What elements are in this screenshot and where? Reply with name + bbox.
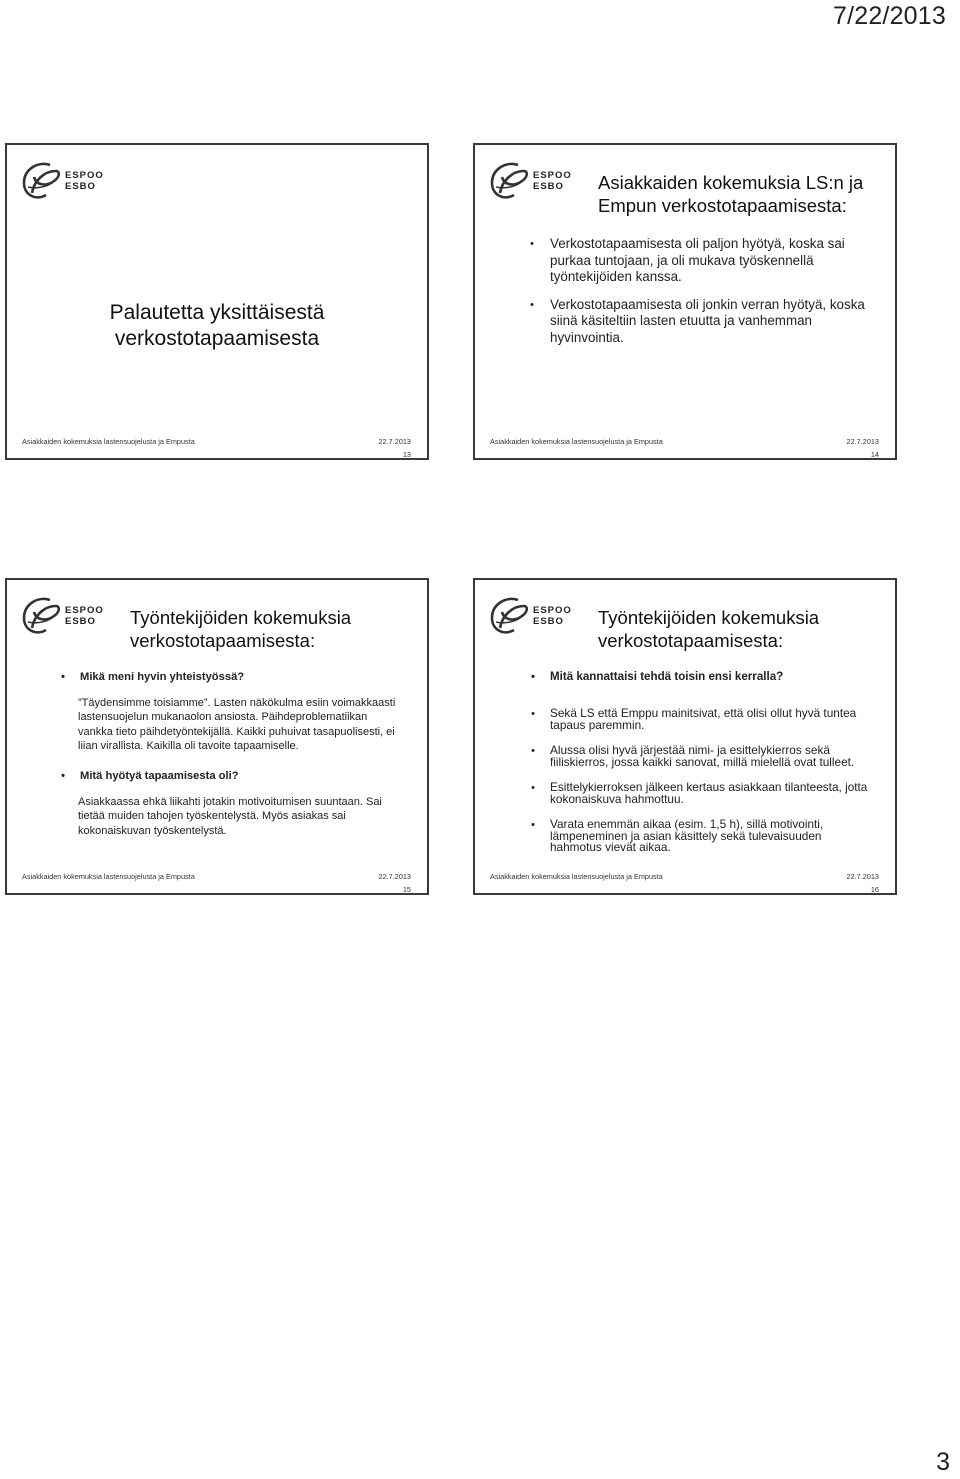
slide-footer-text: Asiakkaiden kokemuksia lastensuojelusta ja Empusta [22, 437, 195, 446]
slide-footer-date: 22.7.2013 [846, 872, 879, 881]
question-item: • Mikä meni hyvin yhteistyössä? [7, 670, 427, 684]
slide-footer-date: 22.7.2013 [846, 437, 879, 446]
espoo-logo [488, 159, 574, 203]
slide-title: Palautetta yksittäisestä verkostotapaamisesta [109, 301, 325, 350]
slide-footer-date: 22.7.2013 [378, 437, 411, 446]
slide-title: Työntekijöiden kokemuksia verkostotapaamisesta: [130, 607, 352, 651]
slide-14 [473, 143, 897, 460]
bullet-icon: • [531, 782, 535, 794]
espoo-logo-text: ESPOO ESBO [65, 170, 104, 192]
slide-title: Asiakkaiden kokemuksia LS:n ja Empun verkostotapaamisesta: [598, 172, 864, 216]
list-item: • Sekä LS että Emppu mainitsivat, että olisi ollut hyvä tuntea tapaus paremmin. [475, 708, 895, 731]
bullet-list [475, 236, 895, 357]
espoo-swirl-icon [488, 159, 530, 203]
slide-footer-text: Asiakkaiden kokemuksia lastensuojelusta ja Empusta [490, 437, 663, 446]
espoo-swirl-icon [20, 594, 62, 638]
slide-number: 13 [402, 450, 411, 459]
bullet-list [7, 670, 427, 838]
bullet-icon: • [531, 671, 535, 683]
slide-footer-text: Asiakkaiden kokemuksia lastensuojelusta ja Empusta [22, 872, 195, 881]
slide-13 [5, 143, 429, 460]
espoo-logo [488, 594, 574, 638]
espoo-logo-text: ESPOO ESBO [533, 605, 572, 627]
espoo-logo-text: ESPOO ESBO [533, 170, 572, 192]
slide-15 [5, 578, 429, 895]
list-item: • Verkostotapaamisesta oli jonkin verran hyötyä, koska siinä käsiteltiin lasten etuutta ja vanhemman hyvinvointia. [475, 297, 895, 347]
espoo-logo [20, 594, 106, 638]
espoo-swirl-icon [488, 594, 530, 638]
list-item: • Alussa olisi hyvä järjestää nimi- ja esittelykierros sekä fiiliskierros, jossa kaikki sanovat, millä mielellä ovat tulleet. [475, 745, 895, 768]
espoo-logo [20, 159, 106, 203]
bullet-icon: • [531, 745, 535, 757]
slide-number: 15 [402, 885, 411, 894]
bullet-icon: • [530, 238, 534, 250]
slide-footer-text: Asiakkaiden kokemuksia lastensuojelusta ja Empusta [490, 872, 663, 881]
answer-text: Asiakkaassa ehkä liikahti jotakin motivoitumisen suuntaan. Sai tietää muiden tahojen työskentelystä. Myös asiakas sai kokonaiskuvan työskentelystä. [78, 796, 382, 837]
question-item: • Mitä kannattaisi tehdä toisin ensi kerralla? [475, 670, 895, 684]
answer-text: ”Täydensimme toisiamme”. Lasten näkökulma esiin voimakkaasti lastensuojelun mukanaolon ansiosta. Päihdeproblematiikan vankka tieto päihdetyöntekijällä. Kaikki puhuivat tasapuolisesti, ei liian virallista. Kaikilla oli tavoite tapaamiselle. [78, 697, 396, 752]
list-item: • Esittelykierroksen jälkeen kertaus asiakkaan tilanteesta, jotta kokonaiskuva hahmottuu. [475, 782, 895, 805]
espoo-logo-text: ESPOO ESBO [65, 605, 104, 627]
slide-number: 16 [870, 885, 879, 894]
slide-footer-date: 22.7.2013 [378, 872, 411, 881]
bullet-icon: • [61, 671, 65, 683]
page-number: 3 [936, 1448, 950, 1476]
bullet-icon: • [61, 770, 65, 783]
question-item: • Mitä hyötyä tapaamisesta oli? [7, 769, 427, 783]
slide-number: 14 [870, 450, 879, 459]
list-item: • Verkostotapaamisesta oli paljon hyötyä, koska sai purkaa tuntojaan, ja oli mukava työskennellä työntekijöiden kanssa. [475, 236, 895, 286]
bullet-list [475, 670, 895, 854]
slide-16 [473, 578, 897, 895]
page-date: 7/22/2013 [832, 2, 946, 30]
bullet-icon: • [530, 298, 534, 311]
espoo-swirl-icon [20, 159, 62, 203]
bullet-icon: • [531, 819, 535, 831]
list-item: • Varata enemmän aikaa (esim. 1,5 h), sillä motivointi, lämpeneminen ja asian käsittely sekä tulevaisuuden hahmotus vievät aikaa. [475, 819, 895, 854]
slide-title: Työntekijöiden kokemuksia verkostotapaamisesta: [598, 607, 820, 651]
bullet-icon: • [531, 708, 535, 720]
